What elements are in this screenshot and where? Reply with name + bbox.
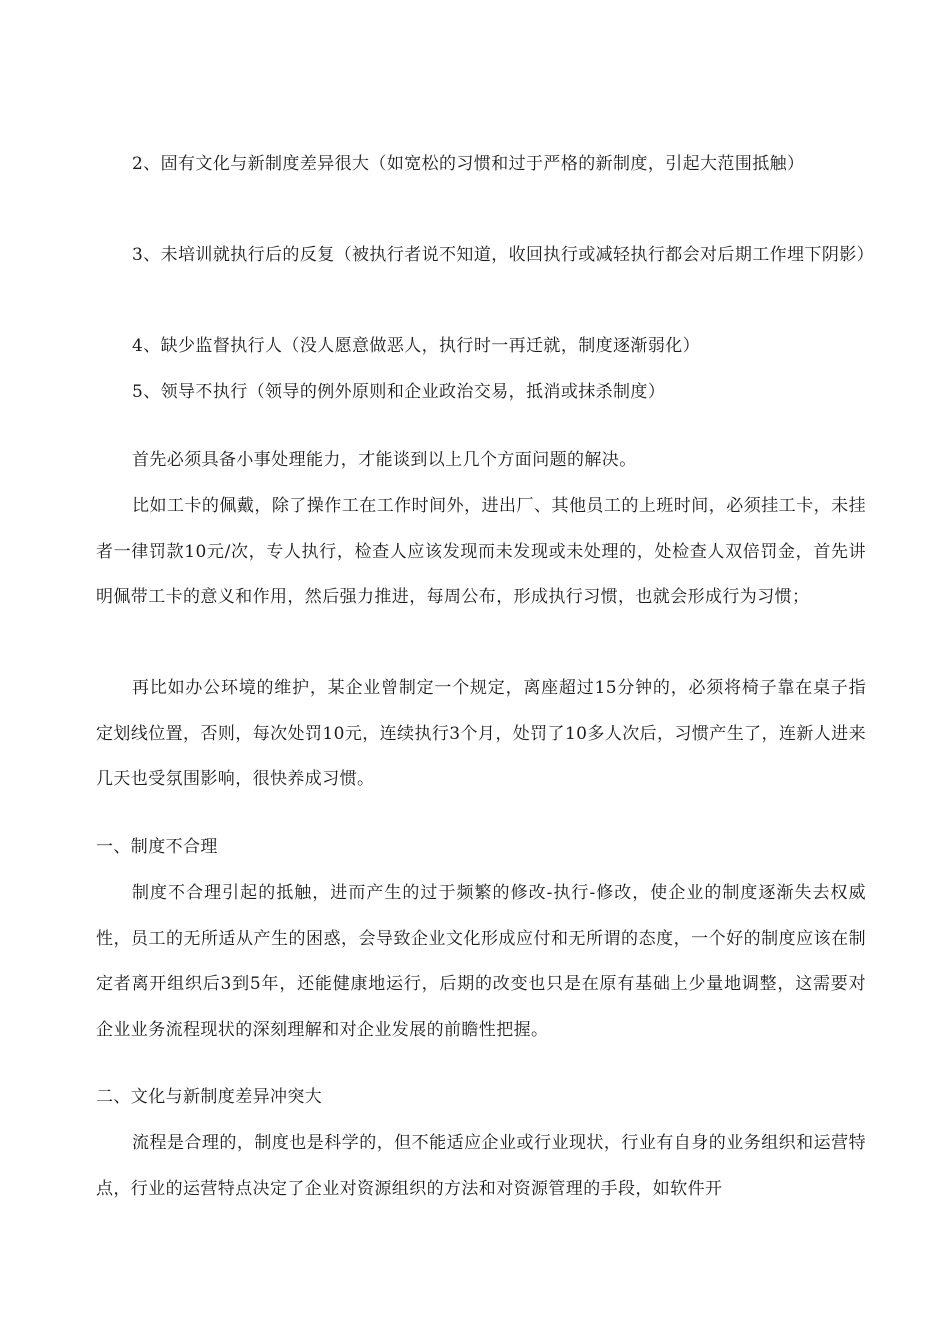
- section-two-body: 流程是合理的，制度也是科学的，但不能适应企业或行业现状，行业有自身的业务组织和运营特点，行业的运营特点决定了企业对资源组织的方法和对资源管理的手段，如软件开: [96, 1133, 866, 1199]
- section-two-heading: 二、文化与新制度差异冲突大: [96, 1087, 323, 1107]
- intro-paragraph-2: 比如工卡的佩戴，除了操作工在工作时间外，进出厂、其他员工的上班时间，必须挂工卡，未挂者一律罚款10元/次，专人执行，检查人应该发现而未发现或未处理的，处检查人双倍罚金，首先讲明佩带工卡的意义和作用，然后强力推进，每周公布，形成执行习惯，也就会形成行为习惯；: [96, 496, 866, 607]
- section-one-body: 制度不合理引起的抵触，进而产生的过于频繁的修改-执行-修改，使企业的制度逐渐失去权威性，员工的无所适从产生的困惑，会导致企业文化形成应付和无所谓的态度，一个好的制度应该在制定者离开组织后3到5年，还能健康地运行，后期的改变也只是在原有基础上少量地调整，这需要对企业业务流程现状的深刻理解和对企业发展的前瞻性把握。: [96, 883, 866, 1040]
- list-item-2: 2、固有文化与新制度差异很大（如宽松的习惯和过于严格的新制度，引起大范围抵触）: [132, 154, 805, 174]
- intro-paragraph-3: 再比如办公环境的维护，某企业曾制定一个规定，离座超过15分钟的，必须将椅子靠在桌子指定划线位置，否则，每次处罚10元，连续执行3个月，处罚了10多人次后，习惯产生了，连新人进来几天也受氛围影响，很快养成习惯。: [96, 678, 866, 789]
- list-item-4: 4、缺少监督执行人（没人愿意做恶人，执行时一再迁就，制度逐渐弱化）: [132, 336, 701, 356]
- list-item-3: 3、未培训就执行后的反复（被执行者说不知道，收回执行或减轻执行都会对后期工作埋下阴影）: [132, 245, 875, 265]
- intro-paragraph-1: 首先必须具备小事处理能力，才能谈到以上几个方面问题的解决。: [132, 450, 637, 470]
- list-item-5: 5、领导不执行（领导的例外原则和企业政治交易，抵消或抹杀制度）: [132, 382, 666, 402]
- section-one-heading: 一、制度不合理: [96, 837, 218, 857]
